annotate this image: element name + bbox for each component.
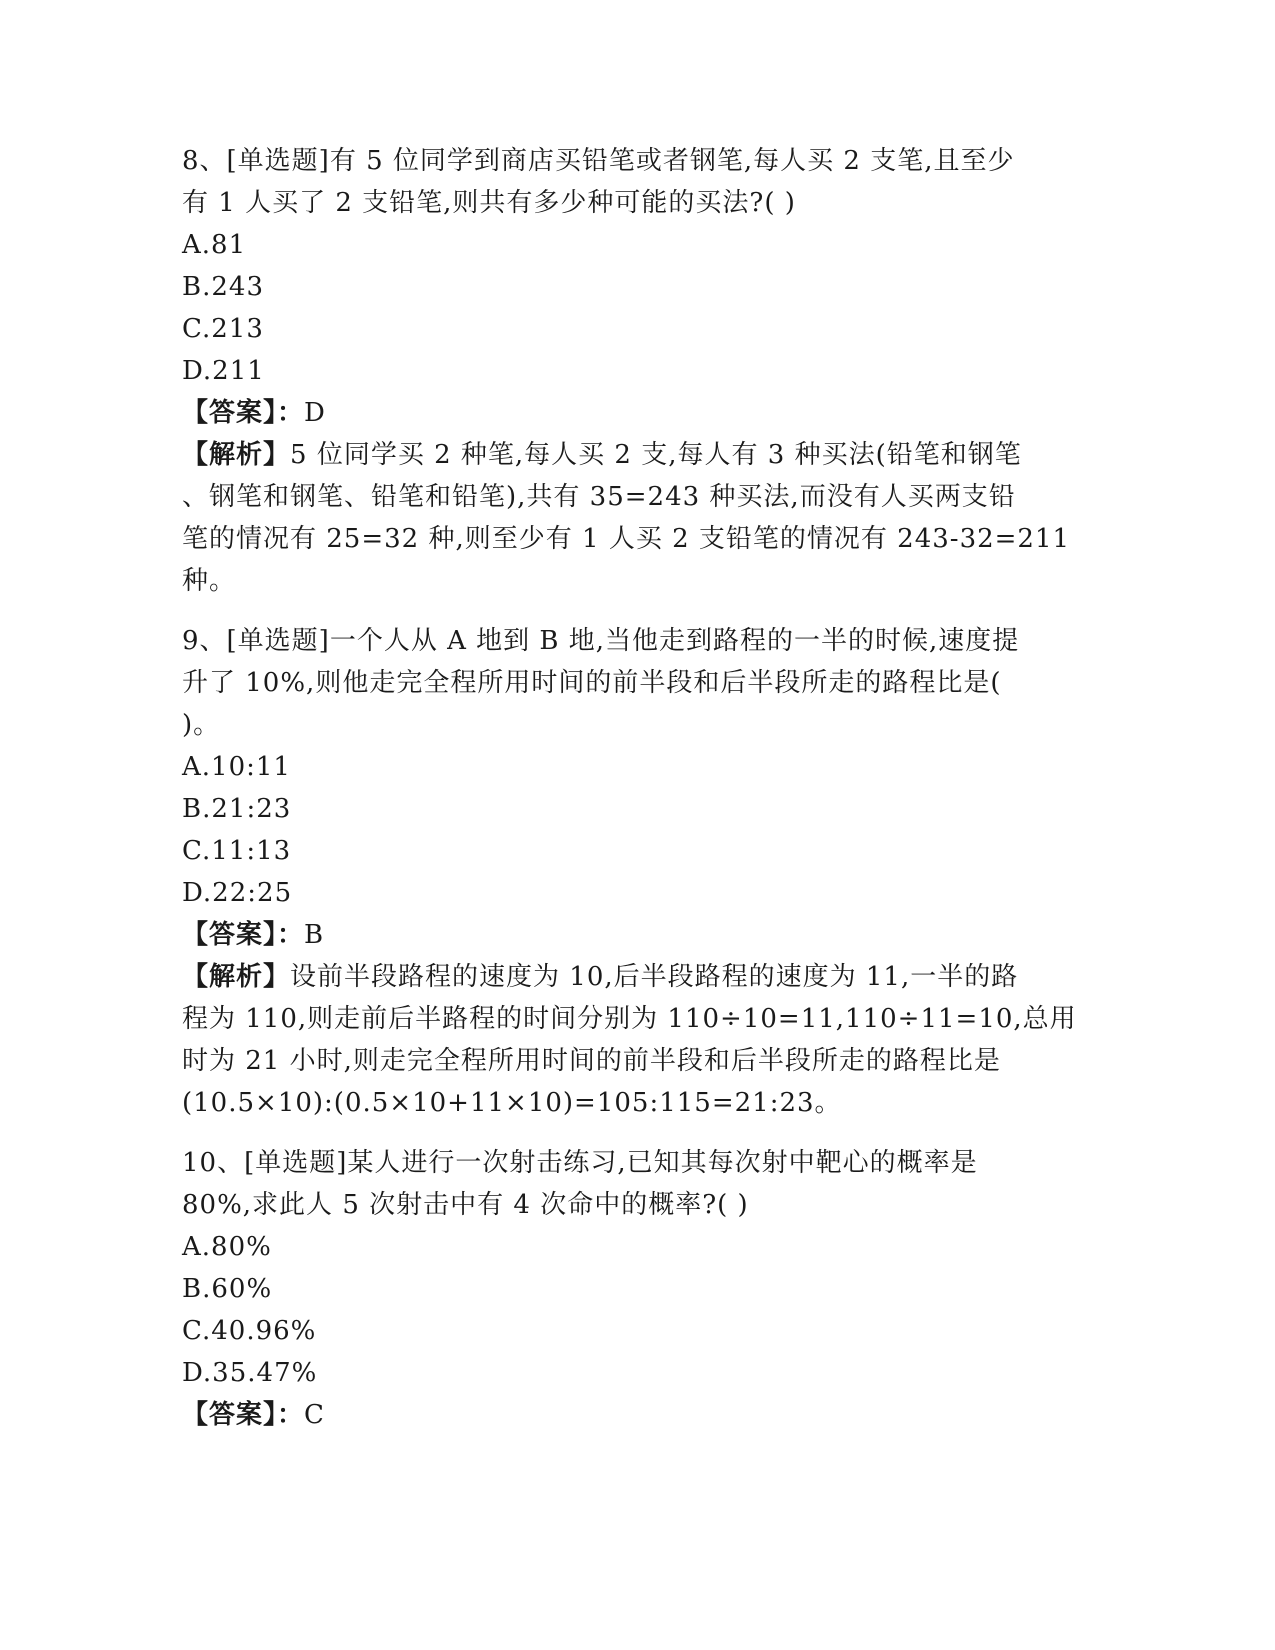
answer-label: 【答案】： (182, 1400, 305, 1430)
option-d: D.211 (182, 356, 265, 386)
answer-label: 【答案】： (182, 920, 305, 950)
question-text-line: 有 1 人买了 2 支铅笔,则共有多少种可能的买法?( ) (182, 188, 796, 218)
answer-line (182, 1394, 1082, 1436)
option-d: D.22:25 (182, 878, 293, 908)
option-b: B.60% (182, 1274, 273, 1304)
answer-value: C (304, 1400, 325, 1430)
analysis-line (182, 434, 1082, 476)
option-b: B.243 (182, 272, 264, 302)
question-9 (182, 620, 1082, 1124)
answer-value: D (304, 398, 326, 428)
option-c: C.40.96% (182, 1316, 317, 1346)
question-text-line: )。 (182, 710, 221, 740)
analysis-text: 、钢笔和钢笔、铅笔和铅笔),共有 35=243 种买法,而没有人买两支铅 (182, 482, 1016, 512)
option-a: A.81 (182, 230, 247, 260)
question-text-line: 80%,求此人 5 次射击中有 4 次命中的概率?( ) (182, 1190, 749, 1220)
answer-line (182, 392, 1082, 434)
analysis-text: 种。 (182, 566, 237, 596)
analysis-text: 设前半段路程的速度为 10,后半段路程的速度为 11,一半的路 (290, 962, 1019, 992)
option-a: A.10:11 (182, 752, 291, 782)
option-b: B.21:23 (182, 794, 292, 824)
question-text-line: 10、[单选题]某人进行一次射击练习,已知其每次射中靶心的概率是 (182, 1148, 978, 1178)
analysis-text: 5 位同学买 2 种笔,每人买 2 支,每人有 3 种买法(铅笔和钢笔 (290, 440, 1022, 470)
question-text-line: 9、[单选题]一个人从 A 地到 B 地,当他走到路程的一半的时候,速度提 (182, 626, 1020, 656)
answer-line (182, 914, 1082, 956)
question-text-line: 8、[单选题]有 5 位同学到商店买铅笔或者钢笔,每人买 2 支笔,且至少 (182, 146, 1015, 176)
option-d: D.35.47% (182, 1358, 318, 1388)
question-10 (182, 1142, 1082, 1436)
analysis-label: 【解析】 (182, 440, 291, 470)
option-c: C.11:13 (182, 836, 292, 866)
analysis-line (182, 956, 1082, 998)
answer-label: 【答案】： (182, 398, 305, 428)
analysis-text: 笔的情况有 25=32 种,则至少有 1 人买 2 支铅笔的情况有 243-32=211 (182, 524, 1071, 554)
question-text-line: 升了 10%,则他走完全程所用时间的前半段和后半段所走的路程比是( (182, 668, 1002, 698)
analysis-text: (10.5×10):(0.5×10+11×10)=105:115=21:23。 (182, 1088, 842, 1118)
analysis-text: 时为 21 小时,则走完全程所用时间的前半段和后半段所走的路程比是 (182, 1046, 1001, 1076)
question-8 (182, 140, 1082, 602)
answer-value: B (304, 920, 325, 950)
analysis-text: 程为 110,则走前后半路程的时间分别为 110÷10=11,110÷11=10,总用 (182, 1004, 1077, 1034)
analysis-label: 【解析】 (182, 962, 291, 992)
option-a: A.80% (182, 1232, 272, 1262)
document-page (182, 140, 1082, 1454)
option-c: C.213 (182, 314, 264, 344)
